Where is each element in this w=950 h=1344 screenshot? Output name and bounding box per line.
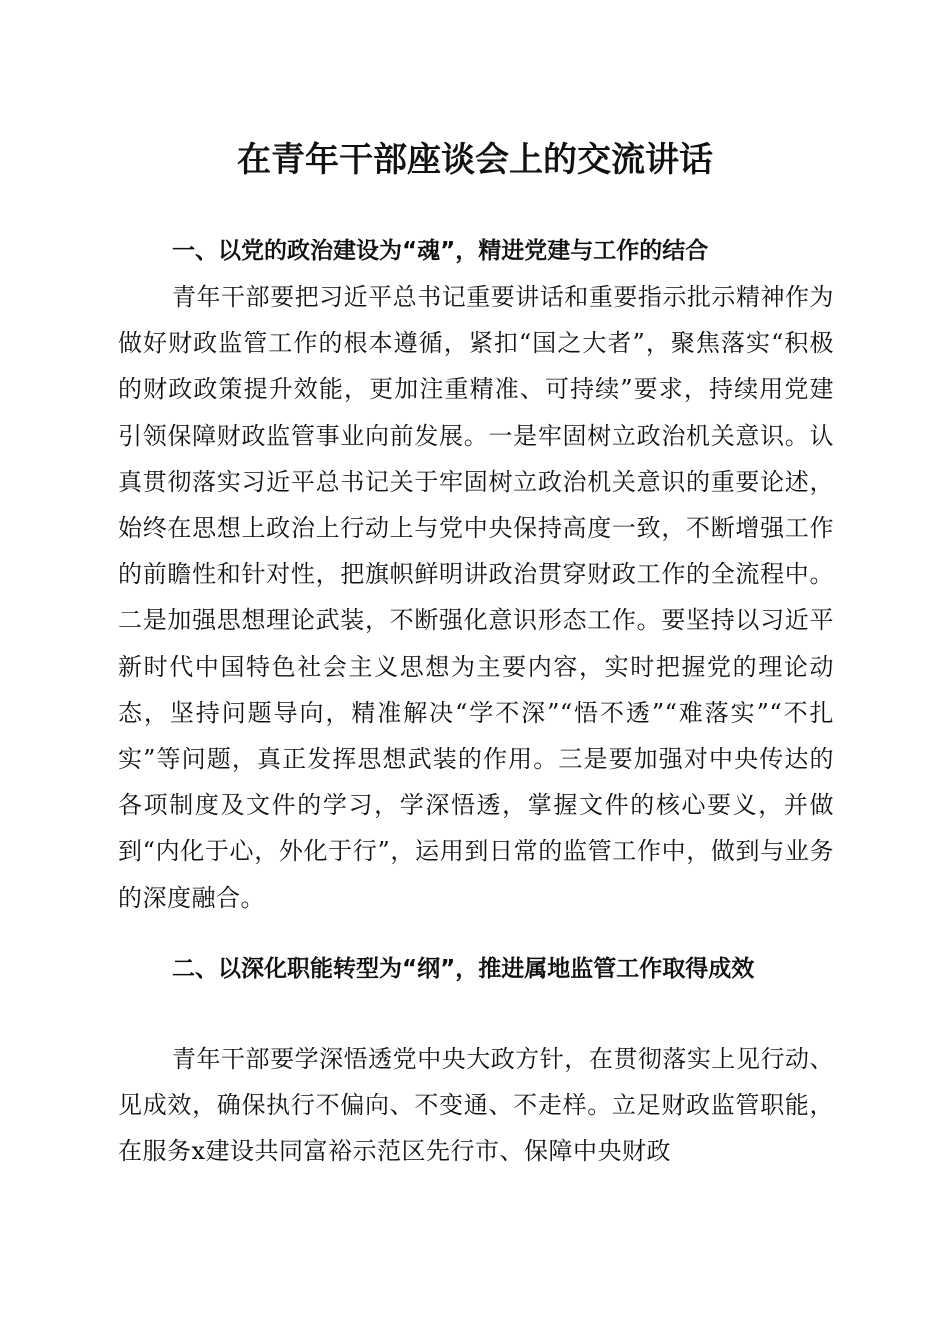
section-heading-2: 二、以深化职能转型为“纲”，推进属地监管工作取得成效 (172, 956, 755, 982)
document-title: 在青年干部座谈会上的交流讲话 (237, 140, 713, 180)
section-paragraph-1: 青年干部要把习近平总书记重要讲话和重要指示批示精神作为做好财政监管工作的根本遵循，紧扣“国之大者”，聚焦落实“积极的财政政策提升效能，更加注重精准、可持续”要求，持续用党建引领保障财政监管事业向前发展。一是牢固树立政治机关意识。认真贯彻落实习近平总书记关于牢固树立政治机关意识的重要论述，始终在思想上政治上行动上与党中央保持高度一致，不断增强工作的前瞻性和针对性，把旗帜鲜明讲政治贯穿财政工作的全流程中。二是加强思想理论武装，不断强化意识形态工作。要坚持以习近平新时代中国特色社会主义思想为主要内容，实时把握党的理论动态，坚持问题导向，精准解决“学不深”“悟不透”“难落实”“不扎实”等问题，真正发挥思想武装的作用。三是要加强对中央传达的各项制度及文件的学习，学深悟透，掌握文件的核心要义，并做到“内化于心，外化于行”，运用到日常的监管工作中，做到与业务的深度融合。 (118, 283, 834, 912)
section-heading-1: 一、以党的政治建设为“魂”，精进党建与工作的结合 (172, 238, 709, 264)
section-paragraph-2: 青年干部要学深悟透党中央大政方针，在贯彻落实上见行动、见成效，确保执行不偏向、不变通、不走样。立足财政监管职能，在服务x建设共同富裕示范区先行市、保障中央财政 (118, 1045, 834, 1166)
